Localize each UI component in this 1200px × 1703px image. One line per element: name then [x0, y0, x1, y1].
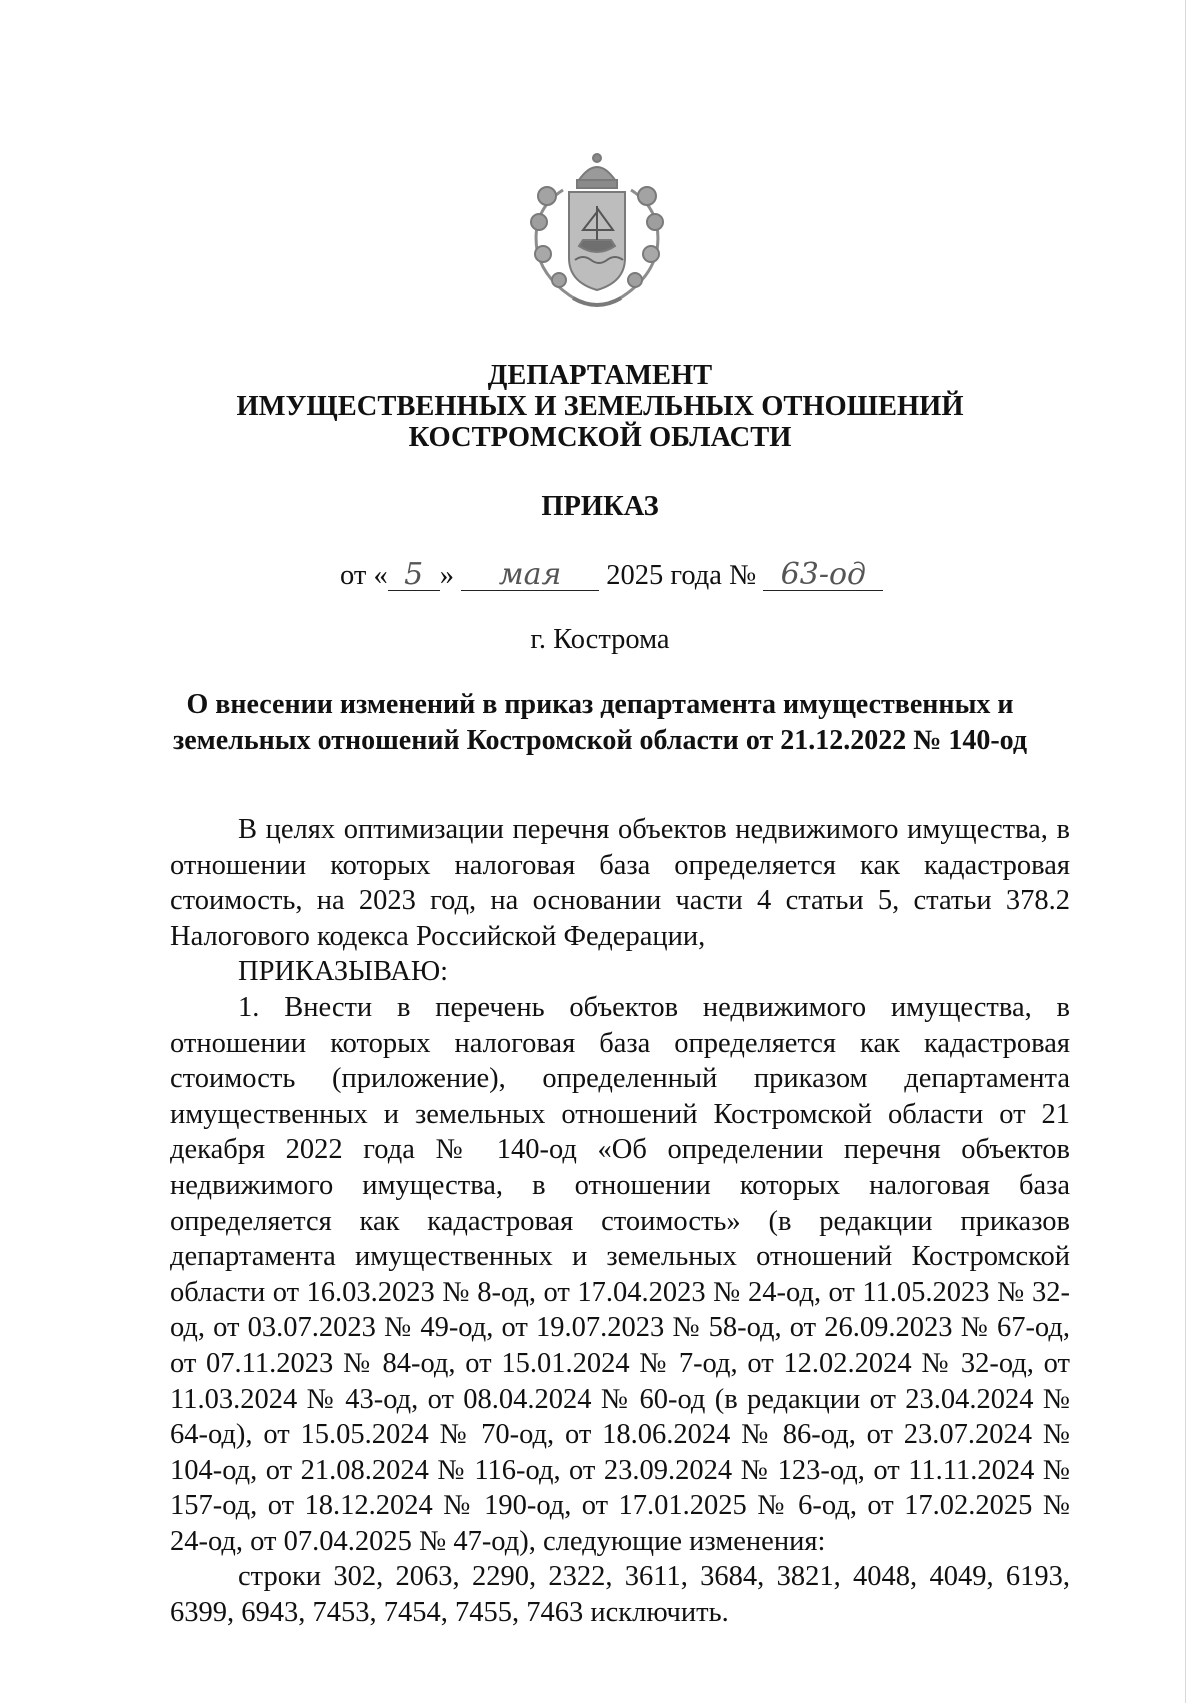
header-line-3: КОСТРОМСКОЙ ОБЛАСТИ [408, 422, 792, 453]
order-body [170, 812, 1070, 1631]
preamble-paragraph: В целях оптимизации перечня объектов недвижимого имущества, в отношении которых налоговая база определяется как кадастровая стоимость, на 2023 год, на основании части 4 статьи 5, статьи 378.2 Налогового кодекса Российской Федерации, [170, 814, 1070, 952]
city-line: г. Кострома [530, 624, 670, 655]
subject-line-2: земельных отношений Костромской области от 21.12.2022 № 140-од [172, 725, 1028, 756]
date-month-handwritten: мая [461, 560, 599, 591]
item-1-paragraph: 1. Внести в перечень объектов недвижимого имущества, в отношении которых налоговая база определяется как кадастровая стоимость (приложение), определенный приказом департамента имущественных и земельных отношений Костромской области от 21 декабря 2022 года № 140-од «Об определении перечня объектов недвижимого имущества, в отношении которых налоговая база определяется как кадастровая стоимость» (в редакции приказов департамента имущественных и земельных отношений Костромской области от 16.03.2023 № 8-од, от 17.04.2023 № 24-од, от 11.05.2023 № 32-од, от 03.07.2023 № 49-од, от 19.07.2023 № 58-од, от 26.09.2023 № 67-од, от 07.11.2023 № 84-од, от 15.01.2024 № 7-од, от 12.02.2024 № 32-од, от 11.03.2024 № 43-од, от 08.04.2024 № 60-од (в редакции от 23.04.2024 № 64-од), от 15.05.2024 № 70-од, от 18.06.2024 № 86-од, от 23.07.2024 № 104-од, от 21.08.2024 № 116-од, от 23.09.2024 № 123-од, от 11.11.2024 № 157-од, от 18.12.2024 № 190-од, от 17.01.2025 № 6-од, от 17.02.2025 № 24-од, от 07.04.2025 № 47-од), следующие изменения: [170, 991, 1070, 1557]
coat-of-arms-emblem [513, 150, 681, 315]
header-line-2: ИМУЩЕСТВЕННЫХ И ЗЕМЕЛЬНЫХ ОТНОШЕНИЙ [236, 391, 964, 422]
item-1-rows-paragraph: строки 302, 2063, 2290, 2322, 3611, 3684, 3821, 4048, 4049, 6193, 6399, 6943, 7453, 7454, 7455, 7463 исключить. [170, 1561, 1070, 1629]
order-word: ПРИКАЗЫВАЮ: [238, 956, 449, 988]
header-line-1: ДЕПАРТАМЕНТ [487, 360, 713, 391]
order-title: ПРИКАЗ [541, 491, 659, 522]
department-header [0, 360, 1200, 453]
order-number-handwritten: 63-од [763, 560, 883, 591]
date-day-handwritten: 5 [388, 560, 440, 591]
subject-line-1: О внесении изменений в приказ департамента имущественных и [186, 689, 1014, 720]
order-date-line [340, 558, 900, 594]
order-subject [0, 687, 1200, 759]
date-prefix: от « [340, 560, 388, 591]
date-year-text: 2025 года № [606, 560, 757, 591]
page-edge-line [1185, 0, 1186, 1703]
date-quote-close: » [439, 560, 454, 591]
